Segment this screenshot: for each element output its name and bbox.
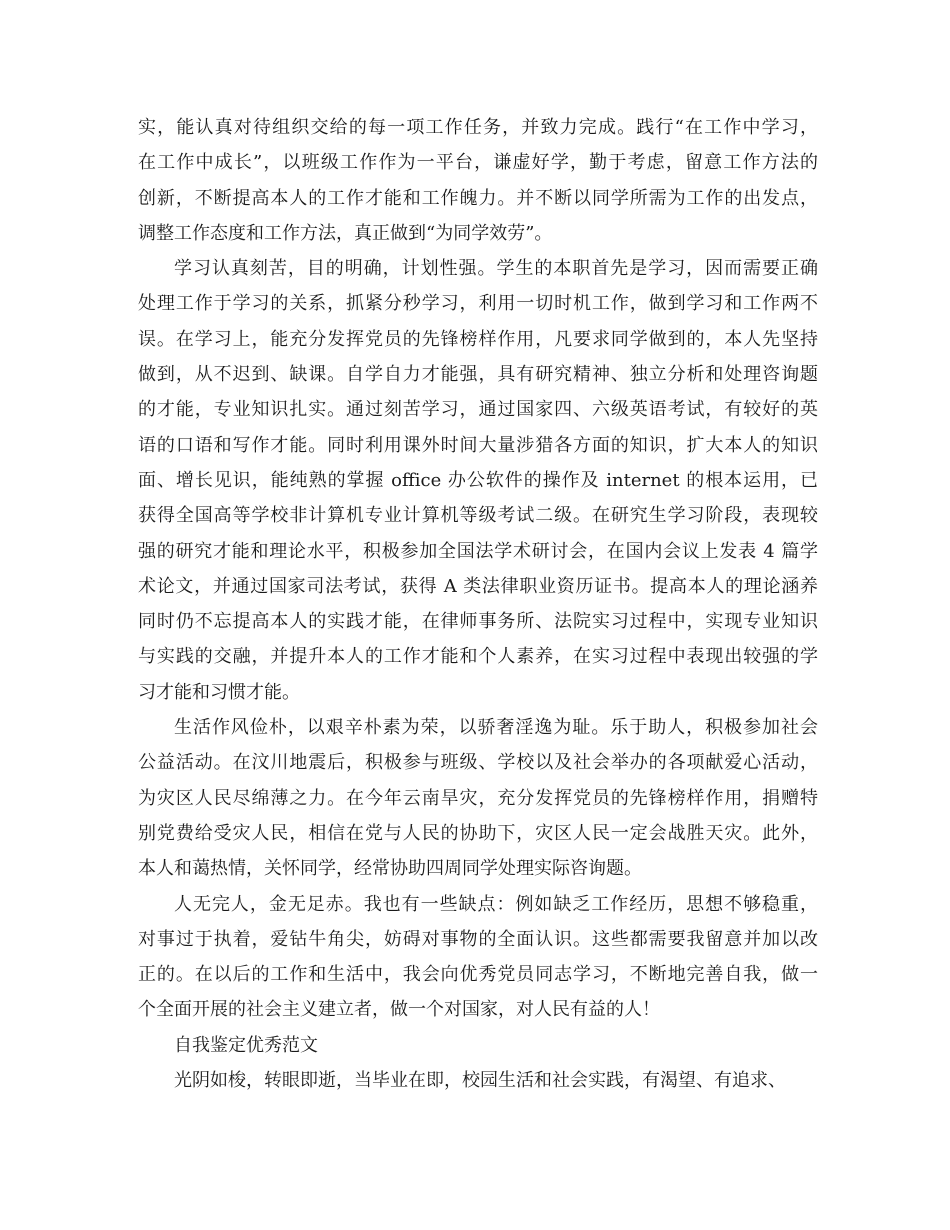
paragraph-1-line: 实，能认真对待组织交给的每一项工作任务，并致力完成。践行“在工作中学习，: [138, 117, 818, 138]
paragraph-2-line: 处理工作于学习的关系，抓紧分秒学习，利用一切时机工作，做到学习和工作两不: [138, 293, 818, 315]
paragraph-2-line: 与实践的交融，并提升本人的工作才能和个人素养，在实习过程中表现出较强的学: [138, 646, 818, 668]
paragraph-4-line: 人无完人，金无足赤。我也有一些缺点：例如缺乏工作经历，思想不够稳重，: [174, 893, 818, 915]
paragraph-5-line: 自我鉴定优秀范文: [174, 1034, 318, 1056]
paragraph-3-line: 为灾区人民尽绵薄之力。在今年云南旱灾，充分发挥党员的先锋榜样作用，捐赠特: [138, 787, 818, 809]
paragraph-1-line: 调整工作态度和工作方法，真正做到“为同学效劳”。: [138, 222, 553, 244]
paragraph-1-line: 创新，不断提高本人的工作才能和工作魄力。并不断以同学所需为工作的出发点，: [138, 187, 818, 209]
paragraph-3-line: 本人和蔼热情，关怀同学，经常协助四周同学处理实际咨询题。: [138, 858, 642, 880]
paragraph-6-line: 光阴如梭，转眼即逝，当毕业在即，校园生活和社会实践，有渴望、有追求、: [174, 1070, 786, 1092]
paragraph-4-line: 对事过于执着，爱钻牛角尖，妨碍对事物的全面认识。这些都需要我留意并加以改: [138, 928, 818, 950]
paragraph-3-line: 公益活动。在汶川地震后，积极参与班级、学校以及社会举办的各项献爱心活动，: [138, 752, 818, 774]
paragraph-4-line: 正的。在以后的工作和生活中，我会向优秀党员同志学习，不断地完善自我，做一: [138, 964, 818, 986]
paragraph-2-line: 获得全国高等学校非计算机专业计算机等级考试二级。在研究生学习阶段，表现较: [138, 505, 818, 527]
paragraph-2-line: 误。在学习上，能充分发挥党员的先锋榜样作用，凡要求同学做到的，本人先坚持: [138, 328, 818, 350]
paragraph-2-line: 强的研究才能和理论水平，积极参加全国法学术研讨会，在国内会议上发表 4 篇学: [138, 540, 818, 562]
paragraph-2-line: 面、增长见识，能纯熟的掌握 office 办公软件的操作及 internet 的根本运用，已: [138, 469, 818, 491]
paragraph-1-line: 在工作中成长”，以班级工作作为一平台，谦虚好学，勤于考虑，留意工作方法的: [138, 152, 818, 174]
paragraph-4-line: 个全面开展的社会主义建立者，做一个对国家，对人民有益的人！: [138, 999, 660, 1021]
paragraph-2-line: 术论文，并通过国家司法考试，获得 A 类法律职业资历证书。提高本人的理论涵养: [138, 575, 818, 597]
paragraph-3-line: 别党费给受灾人民，相信在党与人民的协助下，灾区人民一定会战胜天灾。此外，: [138, 822, 818, 844]
paragraph-2-line: 同时仍不忘提高本人的实践才能，在律师事务所、法院实习过程中，实现专业知识: [138, 611, 818, 633]
paragraph-3-line: 生活作风俭朴，以艰辛朴素为荣，以骄奢淫逸为耻。乐于助人，积极参加社会: [174, 717, 818, 739]
paragraph-2-line: 的才能，专业知识扎实。通过刻苦学习，通过国家四、六级英语考试，有较好的英: [138, 399, 818, 421]
document-body: [138, 110, 818, 1098]
paragraph-2-line: 语的口语和写作才能。同时利用课外时间大量涉猎各方面的知识，扩大本人的知识: [138, 434, 818, 456]
paragraph-2-line: 习才能和习惯才能。: [138, 681, 300, 703]
paragraph-2-line: 做到，从不迟到、缺课。自学自力才能强，具有研究精神、独立分析和处理咨询题: [138, 364, 818, 386]
paragraph-2-line: 学习认真刻苦，目的明确，计划性强。学生的本职首先是学习，因而需要正确: [174, 258, 818, 280]
